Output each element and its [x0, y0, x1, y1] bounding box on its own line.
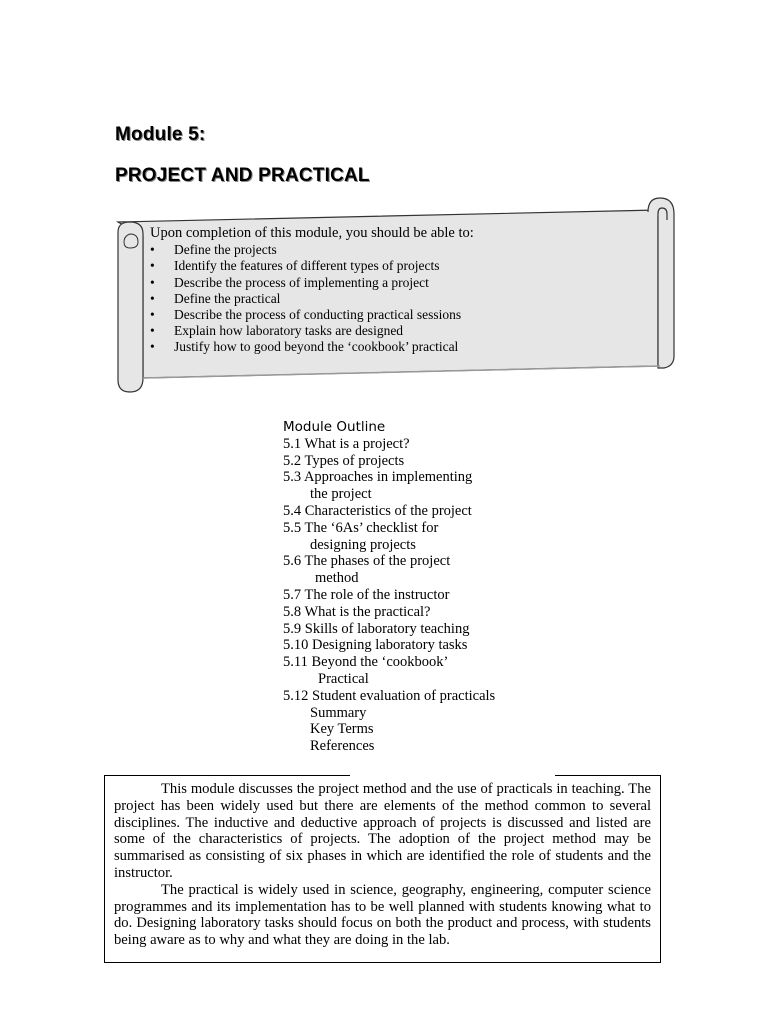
outline-item-text: 5.12 Student evaluation of practicals — [283, 687, 496, 704]
summary-paragraph: The practical is widely used in science, geography, engineering, computer science programmes and its implementation has to be well planned with students knowing what to do. Designing laboratory tasks should focus on both the product and process, with students being aware as to why and what they are doing in the lab. — [114, 881, 651, 949]
outline-item — [283, 553, 583, 587]
outline-item-text: 5.3 Approaches in implementing — [283, 469, 473, 486]
summary-paragraph: This module discusses the project method and the use of practicals in teaching. The project has been widely used but there are elements of the method common to several disciplines. The inductive and deductive approach of projects is discussed and listed are some of the characteristics of projects. The adoption of the project method may be summarised as consisting of six phases in which are identified the role of students and the instructor. — [114, 781, 651, 881]
outline-item — [283, 520, 583, 554]
outline-item — [283, 688, 583, 705]
outline-item — [283, 503, 583, 520]
outline-item-text: 5.8 What is the practical? — [283, 603, 431, 620]
objective-item: • Describe the process of conducting practical sessions — [150, 307, 660, 323]
outline-list — [283, 436, 583, 755]
outline-item-text: 5.1 What is a project? — [283, 435, 410, 452]
outline-item — [283, 436, 583, 453]
objective-item: • Define the practical — [150, 291, 660, 307]
objective-item: • Justify how to good beyond the ‘cookbook’ practical — [150, 339, 660, 355]
module-number-heading: Module 5: — [115, 124, 206, 145]
outline-item-continuation: Practical — [318, 670, 369, 687]
outline-item-text: 5.10 Designing laboratory tasks — [283, 637, 468, 654]
outline-item-continuation: designing projects — [310, 536, 416, 553]
module-outline — [283, 419, 583, 755]
outline-item-continuation: References — [310, 738, 375, 755]
objective-item: • Define the projects — [150, 242, 660, 258]
outline-item-continuation: Key Terms — [310, 721, 374, 738]
objective-item: • Describe the process of implementing a project — [150, 275, 660, 291]
module-title: PROJECT AND PRACTICAL — [115, 165, 370, 186]
outline-item-text: 5.9 Skills of laboratory teaching — [283, 620, 470, 637]
outline-item — [283, 621, 583, 638]
outline-item — [283, 587, 583, 604]
outline-item — [283, 469, 583, 503]
outline-item — [283, 738, 583, 755]
outline-item-text: 5.2 Types of projects — [283, 452, 405, 469]
module-summary-box — [104, 775, 661, 963]
outline-item — [283, 705, 583, 722]
outline-item-continuation: Summary — [310, 704, 367, 721]
outline-item-text: 5.6 The phases of the project — [283, 553, 451, 570]
learning-objectives — [150, 225, 660, 356]
outline-item-continuation: the project — [310, 486, 372, 503]
outline-item-text: 5.7 The role of the instructor — [283, 586, 450, 603]
objective-item: • Explain how laboratory tasks are designed — [150, 323, 660, 339]
outline-item-text: 5.5 The ‘6As’ checklist for — [283, 519, 439, 536]
outline-item-text: 5.11 Beyond the ‘cookbook’ — [283, 654, 449, 671]
outline-item-continuation: method — [315, 570, 359, 587]
objective-item: • Identify the features of different types of projects — [150, 258, 660, 274]
outline-item — [283, 604, 583, 621]
outline-item — [283, 453, 583, 470]
objectives-intro: Upon completion of this module, you should be able to: — [150, 225, 474, 241]
outline-item — [283, 637, 583, 654]
objectives-list — [150, 242, 660, 355]
outline-item — [283, 654, 583, 688]
outline-item — [283, 721, 583, 738]
outline-title: Module Outline — [283, 419, 386, 435]
outline-item-text: 5.4 Characteristics of the project — [283, 502, 472, 519]
